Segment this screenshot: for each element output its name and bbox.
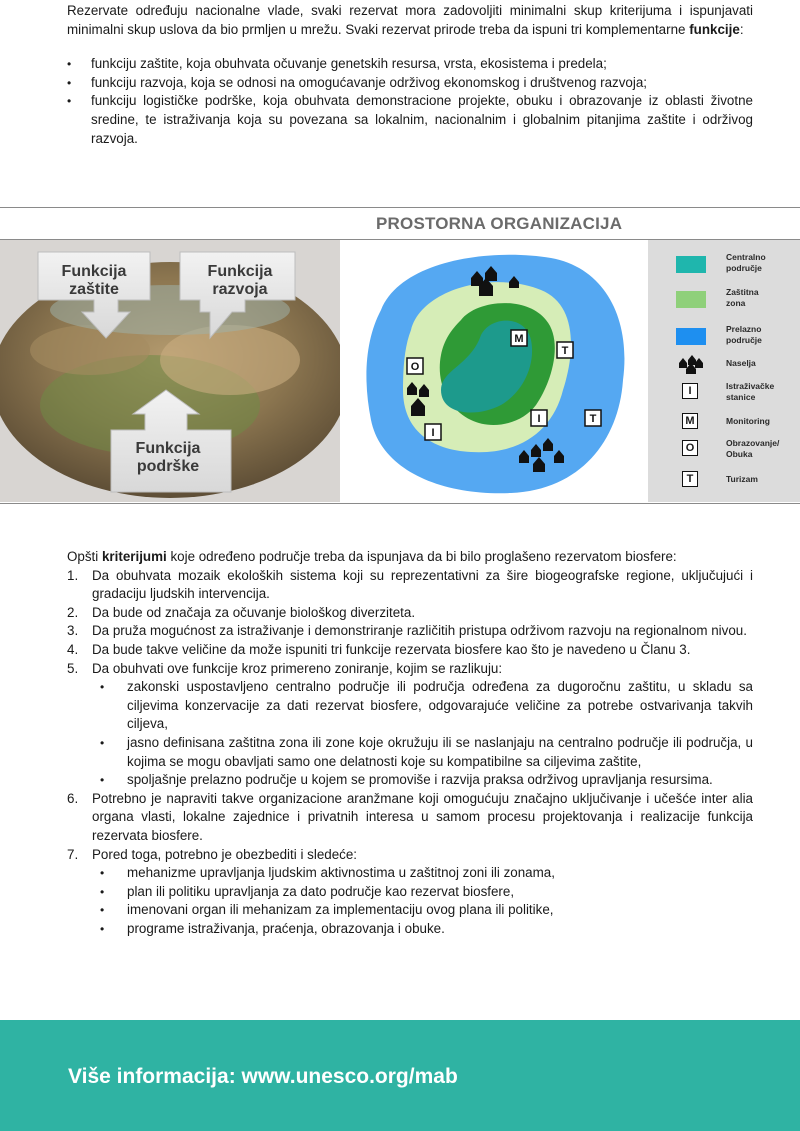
legend-item-monitoring: M Monitoring — [648, 412, 800, 446]
research-marker: I — [537, 413, 541, 425]
more-info-link[interactable]: Više informacija: www.unesco.org/mab — [68, 1065, 458, 1088]
legend-item-research: I Istraživačke stanice — [648, 382, 800, 416]
core-swatch — [676, 256, 706, 273]
legend-item-settlements: Naselja — [648, 352, 800, 386]
education-marker: O — [410, 361, 420, 373]
list-item: 3. Da pruža mogućnost za istraživanje i demonstriranje različitih pristupa održivom razvoju na regionalnom nivou. — [67, 623, 747, 639]
transition-swatch — [676, 328, 706, 345]
list-item: • plan ili politiku upravljanja za dato područje kao rezervat biosfere, — [92, 883, 753, 902]
list-item: • spoljašnje prelazno područje u kojem se promoviše i razvija praksa održivog upravljanja resursima. — [92, 771, 753, 790]
functions-illustration — [0, 240, 340, 502]
divider-top — [0, 207, 800, 208]
intro-section — [67, 2, 753, 148]
criteria-intro: Opšti kriterijumi koje određeno područje treba da ispunjava da bi bilo proglašeno rezervatom biosfere: — [67, 549, 677, 564]
protection-label-2: zaštite — [69, 281, 119, 298]
list-item: 4. Da bude takve veličine da može ispuniti tri funkcije rezervata biosfere kao što je navedeno u Članu 3. — [67, 641, 691, 657]
list-item: 5. Da obuhvati ove funkcije kroz primereno zoniranje, kojim se razlikuju: • zakonski uspostavljeno centralno područje ili područja određena za dugoročnu zaštitu, u skladu sa ciljevima konzervacije za dati rezervat biosfere, odgovarajuće veličine za potrebe ostvarivanja takvih ciljeva, • jasno definisana zaštitna zona ili zone koje okružuju ili se naslanjaju na centralno područje ili područja, u kojima se mogu obavljati samo one delatnosti koje su kompatibilne sa ciljevima zaštite, • spoljašnje prelazno područje u kojem se promoviše i razvija praksa održivog upravljanja resursima. — [67, 660, 753, 790]
monitoring-symbol: M — [682, 413, 698, 429]
development-label-1: Funkcija — [207, 263, 273, 280]
list-item: 2. Da bude od značaja za očuvanje biološkog diverziteta. — [67, 604, 416, 620]
list-item: • funkciju logističke podrške, koja obuhvata demonstracione projekte, obuku i obrazovanje iz oblasti životne sredine, te istraživanja koja su povezana sa lokalnim, nacionalnim i globalnim pitanjima zaštite i održivog razvoja. — [67, 92, 753, 148]
legend-item-buffer: Zaštitna zona — [648, 287, 800, 321]
support-label-1: Funkcija — [135, 440, 201, 457]
functions-list — [67, 55, 753, 148]
list-item: • funkciju zaštite, koja obuhvata očuvanje genetskih resursa, vrsta, ekosistema i predela; — [67, 55, 753, 74]
list-item: 1. Da obuhvata mozaik ekoloških sistema koji su reprezentativni za šire biogeografske regione, uključujući i gradaciju ljudskih intervencija. — [67, 567, 753, 602]
education-symbol: O — [682, 440, 698, 456]
tourism-symbol: T — [682, 471, 698, 487]
protection-label-1: Funkcija — [61, 263, 127, 280]
list-item: • mehanizme upravljanja ljudskim aktivnostima u zaštitnoj zoni ili zonama, — [92, 864, 753, 883]
intro-paragraph: Rezervate određuju nacionalne vlade, svaki rezervat mora zadovoljiti minimalni skup kriterijuma i ispunjavati minimalni skup uslova da bio prmljen u mrežu. Svaki rezervat prirode treba da ispuni tri komplementarne funkcije: — [67, 3, 753, 37]
buffer-swatch — [676, 291, 706, 308]
list-item: 6. Potrebno je napraviti takve organizacione aranžmane koji omogućuju značajno uključivanje i učešće inter alia organa vlasti, lokalne zajednice i privatnih interesa u samom procesu projektovanja i realizacije funkcija rezervata biosfere. — [67, 790, 753, 843]
legend-item-tourism: T Turizam — [648, 470, 800, 504]
functions-graphic — [0, 240, 340, 502]
tourism-marker: T — [589, 413, 597, 425]
criteria-section — [67, 548, 753, 938]
zoning-map — [341, 240, 648, 502]
monitoring-marker: M — [514, 333, 524, 345]
diagram-title: PROSTORNA ORGANIZACIJA — [376, 214, 623, 233]
list-item: 7. Pored toga, potrebno je obezbediti i sledeće: • mehanizme upravljanja ljudskim aktivnostima u zaštitnoj zoni ili zonama, • plan ili politiku upravljanja za dato područje kao rezervat biosfere, • imenovani organ ili mehanizam za implementaciju ovog plana ili politike, • programe istraživanja, praćenja, obrazovanja i obuke. — [67, 846, 753, 939]
zoning-sublist — [92, 678, 753, 790]
criteria-list — [67, 567, 753, 939]
divider-diagram-bottom — [0, 503, 800, 504]
settlement-icon — [678, 354, 704, 374]
support-label-2: podrške — [136, 458, 200, 475]
list-item: • zakonski uspostavljeno centralno područje ili područja određena za dugoročnu zaštitu, u skladu sa ciljevima konzervacije za dati rezervat biosfere, odgovarajuće veličine za potrebe ostvarivanja takvih ciljeva, — [92, 678, 753, 734]
zoning-map-graphic — [341, 240, 648, 502]
development-label-2: razvoja — [212, 281, 268, 298]
requirements-sublist — [92, 864, 753, 938]
list-item: • funkciju razvoja, koja se odnosi na omogućavanje održivog ekonomskog i društvenog razvoja; — [67, 74, 753, 93]
map-legend — [648, 240, 800, 502]
research-marker: I — [431, 427, 435, 439]
list-item: • imenovani organ ili mehanizam za implementaciju ovog plana ili politike, — [92, 901, 753, 920]
research-symbol: I — [682, 383, 698, 399]
list-item: • jasno definisana zaštitna zona ili zone koje okružuju ili se naslanjaju na centralno područje ili područja, u kojima se mogu obavljati samo one delatnosti koje su kompatibilne sa ciljevima zaštite, — [92, 734, 753, 771]
tourism-marker: T — [561, 345, 569, 357]
legend-item-transition: Prelazno područje — [648, 324, 800, 358]
footer-banner — [0, 1020, 800, 1131]
list-item: • programe istraživanja, praćenja, obrazovanja i obuke. — [92, 920, 753, 939]
functions-keyword: funkcije — [689, 21, 740, 37]
legend-item-core: Centralno područje — [648, 252, 800, 286]
legend-item-education: O Obrazovanje/ Obuka — [648, 439, 800, 473]
